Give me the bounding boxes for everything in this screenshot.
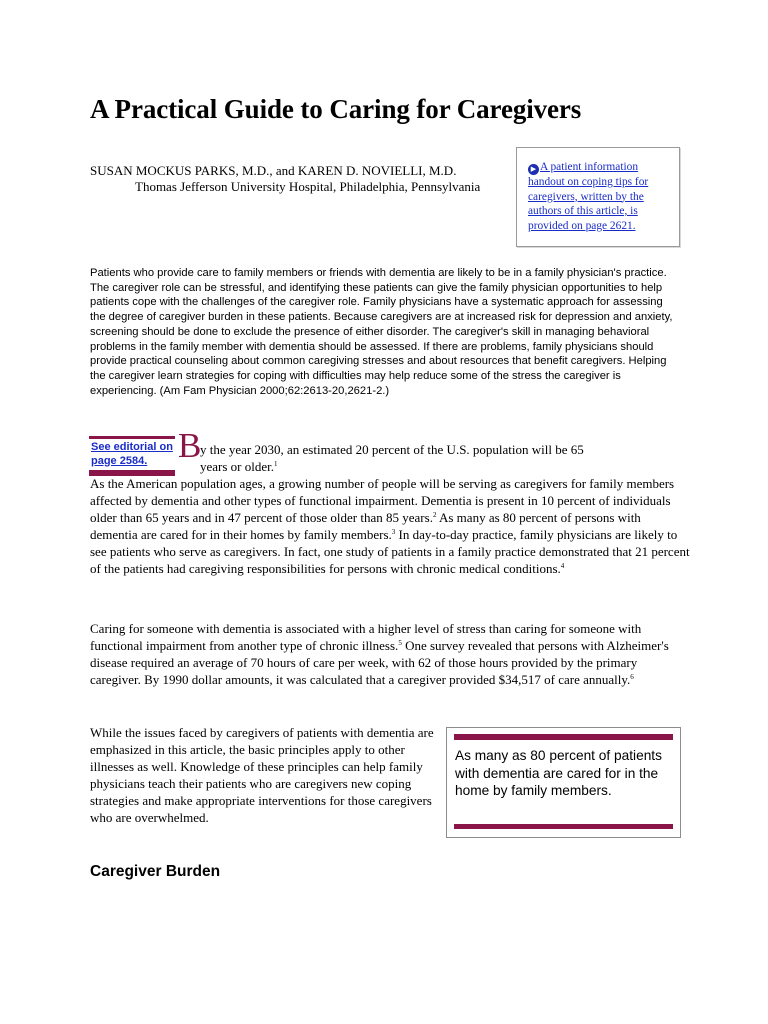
pull-quote-text: As many as 80 percent of patients with dementia are cared for in the home by family members. [455, 748, 662, 798]
body-paragraph-1 [90, 441, 690, 577]
section-heading: Caregiver Burden [90, 863, 221, 880]
paragraph-1-text: As the American population ages, a growing number of people will be serving as caregivers for family members affected by dementia and other types of functional impairment. Dementia is present in 10 percent of individuals older than 65 years and in 47 percent of those older than 85 years. [90, 476, 675, 525]
paragraph-1-text: In day-to-day practice, family physicians are likely to see patients who serve as caregivers. In fact, one study of patients in a family practice demonstrated that 21 percent of the patients had caregiving responsibilities for persons with chronic medical conditions. [90, 527, 690, 576]
abstract: Patients who provide care to family members or friends with dementia are likely to be in a family physician's practice. The caregiver role can be stressful, and identifying these patients can give the family physician opportunities to help patients cope with the challenges of the caregiver role. Family physicians have a systematic approach for assessing the degree of caregiver burden in these patients. Because caregivers are at increased risk for depression and anxiety, screening should be done to exclude the presence of either disorder. The caregiver's skill in managing behavioral problems in the family member with dementia should be assessed. If there are problems, family physicians should provide practical counseling about common caregiving stresses and about resources that benefit caregivers. Helping the caregiver learn strategies for coping with difficulties may help reduce some of the stress the caregiver is experiencing. (Am Fam Physician 2000;62:2613-20,2621-2.) [90, 267, 673, 397]
paragraph-2-text: Caring for someone with dementia is associated with a higher level of stress than caring for someone with functional impairment from another type of chronic illness. [90, 621, 642, 653]
paragraph-1-text: As many as 80 percent of persons with dementia are cared for in their homes by family members. [90, 510, 641, 542]
author-affiliation: Thomas Jefferson University Hospital, Philadelphia, Pennsylvania [135, 179, 481, 194]
pull-quote-bottom-rule [454, 824, 673, 829]
paragraph-2-text: One survey revealed that persons with Alzheimer's disease required an average of 70 hours of care per week, with 62 of those hours provided by the primary caregiver. By 1990 dollar amounts, it was calculated that a caregiver provided $34,517 of care annually. [90, 638, 669, 687]
patient-handout-link[interactable]: A patient information handout on coping tips for caregivers, written by the authors of this article, is provided on page 2621. [528, 161, 649, 232]
patient-handout-box [516, 147, 680, 247]
paragraph-1-text: years or older. [200, 459, 275, 474]
drop-cap: B [178, 426, 202, 465]
reference-marker: 2 [432, 511, 437, 519]
reference-marker: 5 [398, 639, 402, 647]
reference-marker: 4 [560, 562, 565, 570]
byline [90, 163, 495, 195]
paragraph-1-second-line [90, 458, 690, 475]
reference-marker: 3 [391, 528, 396, 536]
body-paragraph-3: While the issues faced by caregivers of patients with dementia are emphasized in this article, the basic principles apply to other illnesses as well. Knowledge of these principles can help family physicians teach their patients who are caregivers new coping strategies and make appropriate interventions for those caregivers who are overwhelmed. [90, 725, 434, 825]
paragraph-1-first-line: y the year 2030, an estimated 20 percent of the U.S. population will be 65 [200, 442, 584, 457]
article-title: A Practical Guide to Caring for Caregivers [90, 94, 582, 124]
author-names: SUSAN MOCKUS PARKS, M.D., and KAREN D. NOVIELLI, M.D. [90, 163, 457, 178]
editorial-link[interactable]: See editorial on page 2584. [91, 441, 173, 467]
play-circle-icon[interactable]: ▶ [528, 164, 539, 175]
pull-quote-box [446, 727, 681, 838]
body-paragraph-2 [90, 620, 690, 688]
reference-marker: 1 [274, 460, 278, 468]
reference-marker: 6 [630, 673, 634, 681]
pull-quote-top-rule [454, 734, 673, 740]
